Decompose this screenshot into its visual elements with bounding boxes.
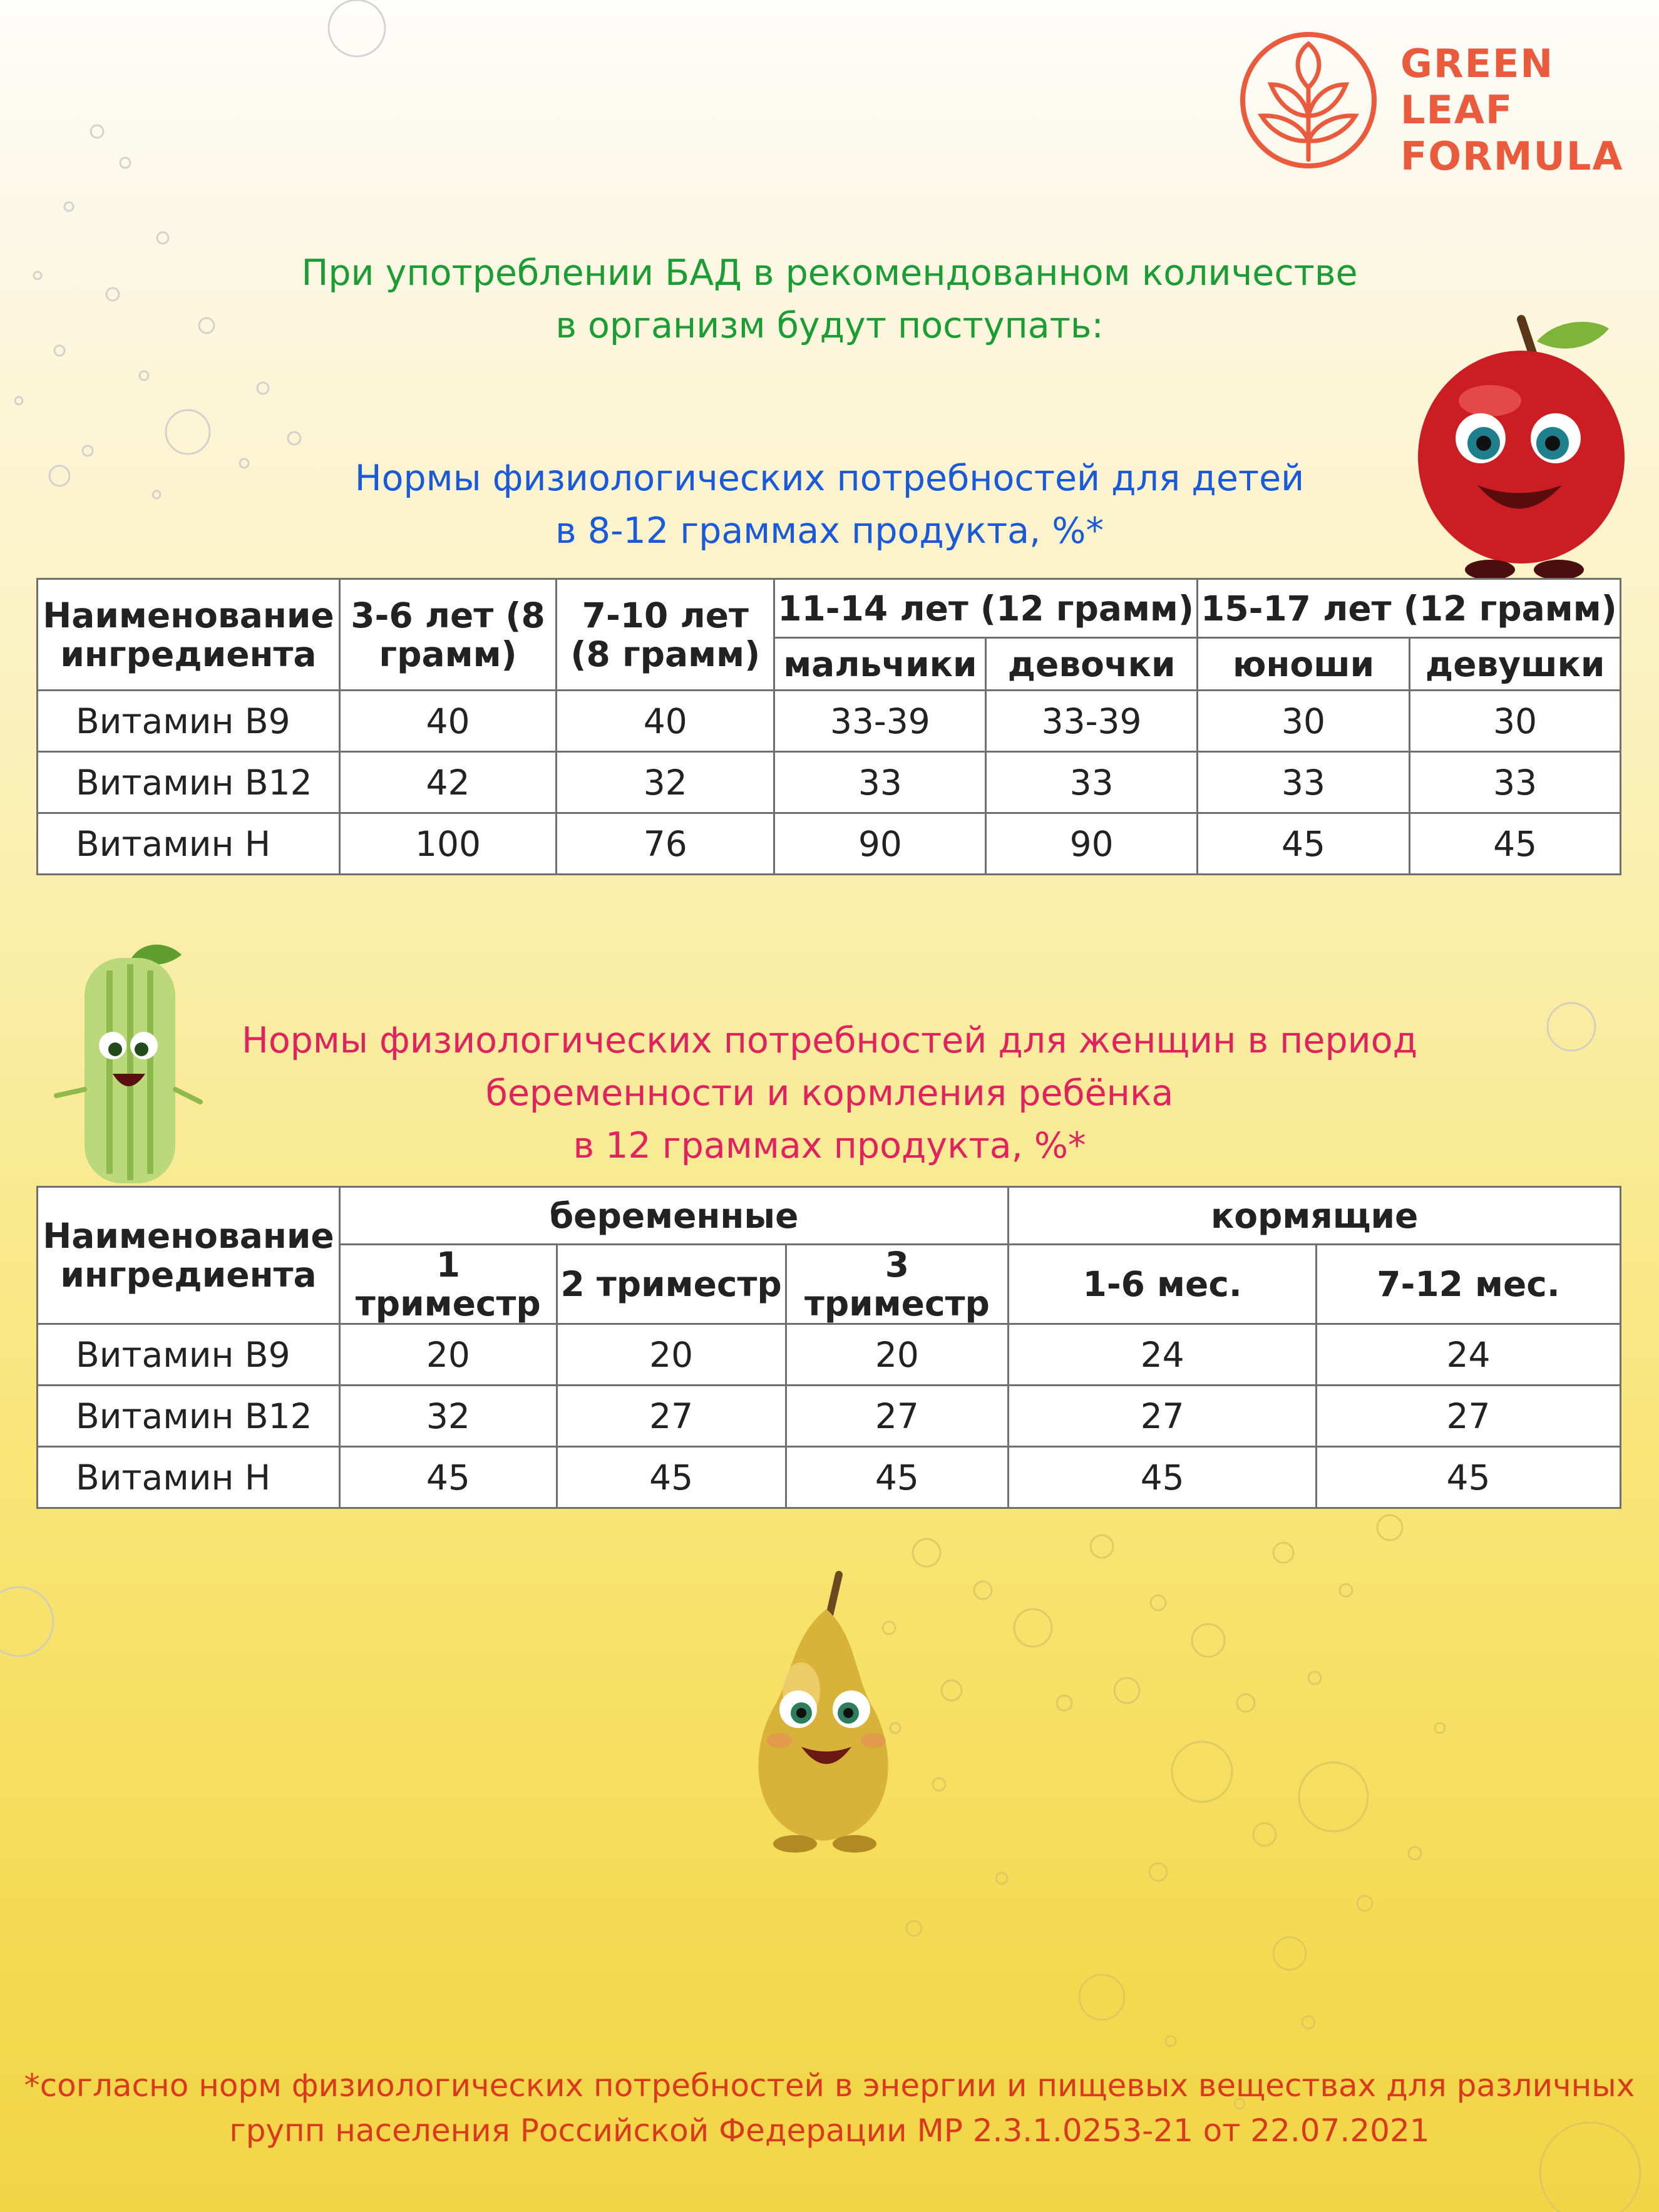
footnote-line-2: групп населения Российской Федерации МР 2.3.1.0253-21 от 22.07.2021 [229, 2112, 1430, 2149]
ingredient-name: Витамин B12 [38, 1386, 340, 1447]
ingredient-name: Витамин H [38, 1447, 340, 1508]
table-row [38, 813, 1621, 875]
table-cell: 42 [339, 752, 556, 813]
table-cell: 33 [986, 752, 1198, 813]
column-header-months-7-12: 7-12 мес. [1317, 1245, 1621, 1324]
women-norms-heading [0, 1014, 1659, 1172]
footnote [0, 2063, 1659, 2153]
table-cell: 100 [339, 813, 556, 875]
column-header-age-7-10: 7-10 лет (8 грамм) [557, 579, 774, 691]
ingredient-name: Витамин B12 [38, 752, 340, 813]
table-cell: 90 [986, 813, 1198, 875]
footnote-line-1: *согласно норм физиологических потребностей в энергии и пищевых веществах для различных [24, 2067, 1635, 2104]
table-cell: 20 [339, 1324, 557, 1386]
children-header-row-1 [38, 579, 1621, 638]
table-cell: 30 [1197, 691, 1409, 752]
column-header-age-3-6: 3-6 лет (8 грамм) [339, 579, 556, 691]
column-header-months-1-6: 1-6 мес. [1009, 1245, 1317, 1324]
table-cell: 20 [557, 1324, 786, 1386]
table-cell: 33-39 [986, 691, 1198, 752]
intro-line-2: в организм будут поступать: [555, 305, 1104, 346]
women-heading-line-1: Нормы физиологических потребностей для женщин в период [241, 1020, 1418, 1061]
table-cell: 45 [557, 1447, 786, 1508]
table-cell: 33 [774, 752, 986, 813]
table-row [38, 1324, 1621, 1386]
column-header-ingredient: Наименование ингредиента [38, 1187, 340, 1324]
ingredient-name: Витамин B9 [38, 1324, 340, 1386]
intro-line-1: При употреблении БАД в рекомендованном количестве [301, 252, 1358, 294]
table-cell: 45 [786, 1447, 1009, 1508]
brand-line-2: LEAF [1400, 87, 1514, 133]
table-cell: 40 [339, 691, 556, 752]
table-row [38, 752, 1621, 813]
column-header-trimester-2: 2 триместр [557, 1245, 786, 1324]
brand-line-1: GREEN [1400, 41, 1554, 86]
column-header-trimester-3: 3 триместр [786, 1245, 1009, 1324]
column-header-young-women: девушки [1410, 638, 1621, 691]
women-header-row-1 [38, 1187, 1621, 1245]
table-cell: 27 [557, 1386, 786, 1447]
women-heading-line-3: в 12 граммах продукта, %* [573, 1125, 1086, 1166]
table-cell: 33 [1197, 752, 1409, 813]
column-header-age-15-17: 15-17 лет (12 грамм) [1197, 579, 1620, 638]
table-cell: 20 [786, 1324, 1009, 1386]
table-row [38, 1386, 1621, 1447]
column-header-age-11-14: 11-14 лет (12 грамм) [774, 579, 1197, 638]
women-heading-line-2: беременности и кормления ребёнка [485, 1073, 1174, 1114]
column-header-pregnant: беременные [339, 1187, 1008, 1245]
brand-line-3: FORMULA [1400, 133, 1624, 179]
column-header-girls: девочки [986, 638, 1198, 691]
table-cell: 40 [557, 691, 774, 752]
table-cell: 27 [786, 1386, 1009, 1447]
table-cell: 30 [1410, 691, 1621, 752]
table-cell: 45 [1197, 813, 1409, 875]
table-row [38, 691, 1621, 752]
table-cell: 32 [557, 752, 774, 813]
table-cell: 45 [1009, 1447, 1317, 1508]
brand-name [1400, 41, 1623, 180]
children-heading-line-2: в 8-12 граммах продукта, %* [555, 510, 1104, 552]
table-cell: 24 [1009, 1324, 1317, 1386]
table-cell: 45 [1410, 813, 1621, 875]
column-header-nursing: кормящие [1009, 1187, 1621, 1245]
table-cell: 33-39 [774, 691, 986, 752]
ingredient-name: Витамин B9 [38, 691, 340, 752]
column-header-ingredient: Наименование ингредиента [38, 579, 340, 691]
leaf-logo-icon [1236, 28, 1380, 172]
table-cell: 45 [339, 1447, 557, 1508]
table-cell: 32 [339, 1386, 557, 1447]
table-row [38, 1447, 1621, 1508]
children-heading-line-1: Нормы физиологических потребностей для детей [354, 458, 1305, 499]
column-header-youths: юноши [1197, 638, 1409, 691]
children-norms-heading [0, 452, 1659, 557]
women-norms-table [36, 1186, 1621, 1509]
pear-character-illustration [720, 1565, 927, 1860]
table-cell: 24 [1317, 1324, 1621, 1386]
table-cell: 27 [1009, 1386, 1317, 1447]
children-norms-table [36, 578, 1621, 875]
table-cell: 90 [774, 813, 986, 875]
column-header-trimester-1: 1 триместр [339, 1245, 557, 1324]
ingredient-name: Витамин H [38, 813, 340, 875]
table-cell: 76 [557, 813, 774, 875]
table-cell: 45 [1317, 1447, 1621, 1508]
table-cell: 33 [1410, 752, 1621, 813]
column-header-boys: мальчики [774, 638, 986, 691]
brand-logo [1236, 28, 1637, 185]
table-cell: 27 [1317, 1386, 1621, 1447]
